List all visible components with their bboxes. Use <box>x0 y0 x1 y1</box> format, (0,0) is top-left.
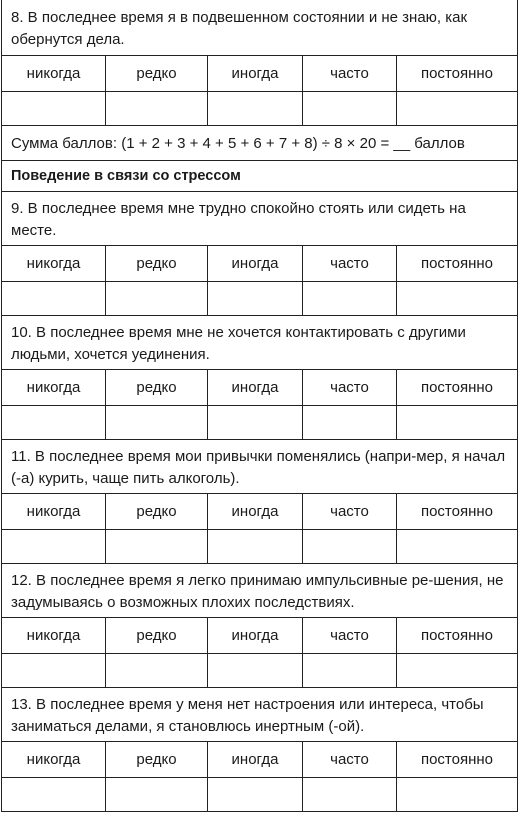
answer-cell-always[interactable] <box>397 92 517 125</box>
answer-cell-rarely[interactable] <box>106 530 208 563</box>
options-row <box>2 246 517 282</box>
question-text: 10. В последнее время мне не хочется контактировать с другими людьми, хочется уединения. <box>2 316 517 370</box>
option-often: часто <box>303 494 397 529</box>
answer-cell-sometimes[interactable] <box>208 406 303 439</box>
answer-cell-never[interactable] <box>2 654 106 687</box>
answer-cell-never[interactable] <box>2 778 106 811</box>
answer-cell-always[interactable] <box>397 530 517 563</box>
answer-cell-sometimes[interactable] <box>208 92 303 125</box>
options-row <box>2 494 517 530</box>
answer-cell-always[interactable] <box>397 778 517 811</box>
questionnaire-sheet <box>1 0 518 812</box>
option-often: часто <box>303 618 397 653</box>
answer-row <box>2 406 517 440</box>
option-always: постоянно <box>420 255 494 272</box>
option-often: часто <box>303 370 397 405</box>
option-never: никогда <box>2 246 106 281</box>
answer-cell-never[interactable] <box>2 530 106 563</box>
option-never: никогда <box>2 494 106 529</box>
answer-cell-sometimes[interactable] <box>208 282 303 315</box>
answer-cell-rarely[interactable] <box>106 282 208 315</box>
option-rarely: редко <box>106 742 208 777</box>
answer-cell-sometimes[interactable] <box>208 654 303 687</box>
answer-row <box>2 92 517 126</box>
option-never: никогда <box>2 56 106 91</box>
option-always: постоянно <box>420 627 494 644</box>
option-never: никогда <box>2 742 106 777</box>
answer-cell-sometimes[interactable] <box>208 530 303 563</box>
option-often: часто <box>303 246 397 281</box>
option-sometimes: иногда <box>208 56 303 91</box>
section-heading: Поведение в связи со стрессом <box>2 161 517 192</box>
answer-cell-often[interactable] <box>303 282 397 315</box>
option-often: часто <box>303 742 397 777</box>
answer-cell-sometimes[interactable] <box>208 778 303 811</box>
option-always: постоянно <box>420 503 494 520</box>
option-often: часто <box>303 56 397 91</box>
option-always: постоянно <box>420 65 494 82</box>
answer-cell-rarely[interactable] <box>106 654 208 687</box>
answer-row <box>2 282 517 316</box>
option-never: никогда <box>2 618 106 653</box>
score-sum-line: Сумма баллов: (1 + 2 + 3 + 4 + 5 + 6 + 7 + 8) ÷ 8 × 20 = __ баллов <box>2 126 517 161</box>
answer-cell-never[interactable] <box>2 282 106 315</box>
answer-cell-rarely[interactable] <box>106 92 208 125</box>
option-rarely: редко <box>106 494 208 529</box>
answer-cell-often[interactable] <box>303 92 397 125</box>
option-sometimes: иногда <box>208 618 303 653</box>
question-text: 9. В последнее время мне трудно спокойно стоять или сидеть на месте. <box>2 192 517 246</box>
answer-cell-rarely[interactable] <box>106 406 208 439</box>
question-text: 12. В последнее время я легко принимаю импульсивные ре-шения, не задумываясь о возможных плохих последствиях. <box>2 564 517 618</box>
answer-cell-often[interactable] <box>303 654 397 687</box>
answer-cell-never[interactable] <box>2 92 106 125</box>
question-text: 13. В последнее время у меня нет настроения или интереса, чтобы заниматься делами, я становлюсь инертным (-ой). <box>2 688 517 742</box>
answer-cell-always[interactable] <box>397 406 517 439</box>
options-row <box>2 56 517 92</box>
answer-cell-often[interactable] <box>303 406 397 439</box>
option-never: никогда <box>2 370 106 405</box>
answer-row <box>2 654 517 688</box>
question-text: 8. В последнее время я в подвешенном состоянии и не знаю, как обернутся дела. <box>2 0 517 56</box>
option-rarely: редко <box>106 618 208 653</box>
options-row <box>2 618 517 654</box>
answer-cell-rarely[interactable] <box>106 778 208 811</box>
answer-row <box>2 530 517 564</box>
option-sometimes: иногда <box>208 742 303 777</box>
option-rarely: редко <box>106 246 208 281</box>
answer-cell-often[interactable] <box>303 778 397 811</box>
question-text: 11. В последнее время мои привычки поменялись (напри-мер, я начал (-а) курить, чаще пить алкоголь). <box>2 440 517 494</box>
options-row <box>2 370 517 406</box>
option-sometimes: иногда <box>208 494 303 529</box>
option-rarely: редко <box>106 56 208 91</box>
answer-cell-always[interactable] <box>397 282 517 315</box>
option-always: постоянно <box>420 379 494 396</box>
option-rarely: редко <box>106 370 208 405</box>
option-always: постоянно <box>420 751 494 768</box>
options-row <box>2 742 517 778</box>
option-sometimes: иногда <box>208 370 303 405</box>
option-sometimes: иногда <box>208 246 303 281</box>
answer-cell-always[interactable] <box>397 654 517 687</box>
answer-cell-never[interactable] <box>2 406 106 439</box>
answer-row <box>2 778 517 812</box>
answer-cell-often[interactable] <box>303 530 397 563</box>
